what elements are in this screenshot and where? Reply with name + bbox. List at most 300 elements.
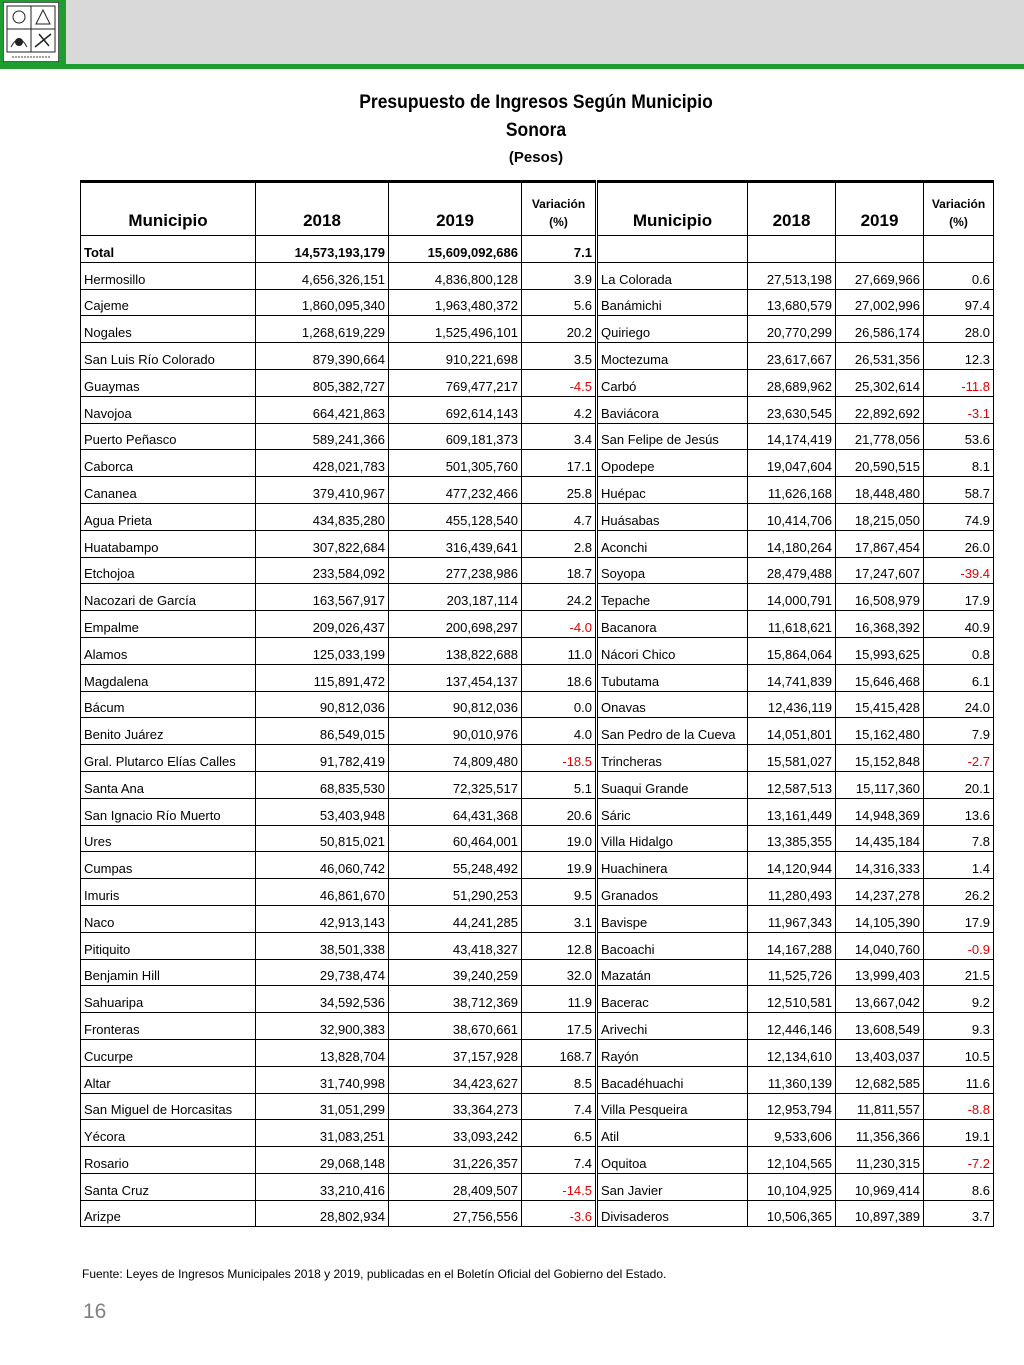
table-row bbox=[81, 905, 596, 932]
municipio-cell: Puerto Peñasco bbox=[81, 423, 256, 450]
municipio-cell: Nacozari de García bbox=[81, 584, 256, 611]
municipio-cell: Soyopa bbox=[598, 557, 748, 584]
header-2018: 2018 bbox=[748, 182, 836, 236]
variacion-cell: 9.2 bbox=[924, 986, 994, 1013]
municipio-cell: Opodepe bbox=[598, 450, 748, 477]
municipio-cell: Bacerac bbox=[598, 986, 748, 1013]
header-variacion-line1: Variación bbox=[931, 197, 986, 211]
table-row bbox=[598, 905, 994, 932]
table-row bbox=[598, 1066, 994, 1093]
value-2018-cell: 14,120,944 bbox=[748, 852, 836, 879]
value-2019-cell: 609,181,373 bbox=[389, 423, 522, 450]
value-2019-cell: 4,836,800,128 bbox=[389, 262, 522, 289]
header-municipio: Municipio bbox=[81, 182, 256, 236]
municipio-cell: Nogales bbox=[81, 316, 256, 343]
table-row bbox=[598, 798, 994, 825]
municipio-cell: Atil bbox=[598, 1120, 748, 1147]
table-row bbox=[598, 262, 994, 289]
table-row bbox=[598, 1147, 994, 1174]
variacion-cell: 8.1 bbox=[924, 450, 994, 477]
municipio-cell: Mazatán bbox=[598, 959, 748, 986]
value-2018-cell: 23,630,545 bbox=[748, 396, 836, 423]
municipio-cell: Navojoa bbox=[81, 396, 256, 423]
value-2018-cell: 28,689,962 bbox=[748, 369, 836, 396]
municipio-cell: San Ignacio Río Muerto bbox=[81, 798, 256, 825]
municipio-cell: Hermosillo bbox=[81, 262, 256, 289]
value-2019-cell: 15,646,468 bbox=[836, 664, 924, 691]
municipio-cell: Onavas bbox=[598, 691, 748, 718]
municipio-cell: San Miguel de Horcasitas bbox=[81, 1093, 256, 1120]
variacion-cell: 26.2 bbox=[924, 879, 994, 906]
table-row bbox=[598, 959, 994, 986]
page-number: 16 bbox=[83, 1300, 107, 1323]
header-bar bbox=[0, 0, 1024, 64]
value-2018-cell: 11,360,139 bbox=[748, 1066, 836, 1093]
value-2018-cell: 805,382,727 bbox=[256, 369, 389, 396]
total-row bbox=[81, 236, 596, 263]
table-row bbox=[598, 396, 994, 423]
value-2018-cell: 28,802,934 bbox=[256, 1200, 389, 1227]
left-table bbox=[80, 180, 596, 1227]
municipio-cell: Banámichi bbox=[598, 289, 748, 316]
value-2018-cell: 14,741,839 bbox=[748, 664, 836, 691]
variacion-cell: 5.6 bbox=[522, 289, 596, 316]
variacion-cell: 0.6 bbox=[924, 262, 994, 289]
variacion-cell: 6.5 bbox=[522, 1120, 596, 1147]
municipio-cell: Ures bbox=[81, 825, 256, 852]
value-2018-cell: 10,414,706 bbox=[748, 503, 836, 530]
variacion-cell: 19.0 bbox=[522, 825, 596, 852]
value-2018-cell: 14,180,264 bbox=[748, 530, 836, 557]
table-row bbox=[598, 1200, 994, 1227]
value-2019-cell: 12,682,585 bbox=[836, 1066, 924, 1093]
value-2019-cell: 277,238,986 bbox=[389, 557, 522, 584]
variacion-cell: 17.9 bbox=[924, 584, 994, 611]
municipio-cell: Bácum bbox=[81, 691, 256, 718]
table-row bbox=[81, 1093, 596, 1120]
header-variacion bbox=[924, 182, 994, 236]
total-variacion: 7.1 bbox=[522, 236, 596, 263]
value-2019-cell: 18,448,480 bbox=[836, 477, 924, 504]
variacion-cell: 26.0 bbox=[924, 530, 994, 557]
variacion-cell: 3.1 bbox=[522, 905, 596, 932]
value-2018-cell: 13,680,579 bbox=[748, 289, 836, 316]
municipio-cell: Divisaderos bbox=[598, 1200, 748, 1227]
header-municipio: Municipio bbox=[598, 182, 748, 236]
value-2019-cell: 17,867,454 bbox=[836, 530, 924, 557]
value-2018-cell: 11,626,168 bbox=[748, 477, 836, 504]
value-2019-cell: 27,002,996 bbox=[836, 289, 924, 316]
table-row bbox=[81, 691, 596, 718]
value-2018-cell: 86,549,015 bbox=[256, 718, 389, 745]
municipio-cell: Tepache bbox=[598, 584, 748, 611]
value-2018-cell: 13,385,355 bbox=[748, 825, 836, 852]
variacion-cell: -14.5 bbox=[522, 1173, 596, 1200]
municipio-cell: Pitiquito bbox=[81, 932, 256, 959]
value-2018-cell: 11,525,726 bbox=[748, 959, 836, 986]
value-2019-cell: 44,241,285 bbox=[389, 905, 522, 932]
value-2018-cell: 38,501,338 bbox=[256, 932, 389, 959]
variacion-cell: 74.9 bbox=[924, 503, 994, 530]
municipio-cell: Imuris bbox=[81, 879, 256, 906]
municipio-cell: Sahuaripa bbox=[81, 986, 256, 1013]
value-2019-cell: 26,586,174 bbox=[836, 316, 924, 343]
value-2019-cell: 21,778,056 bbox=[836, 423, 924, 450]
municipio-cell: Arivechi bbox=[598, 1013, 748, 1040]
table-row bbox=[598, 611, 994, 638]
municipio-cell: Fronteras bbox=[81, 1013, 256, 1040]
value-2019-cell: 34,423,627 bbox=[389, 1066, 522, 1093]
value-2019-cell: 60,464,001 bbox=[389, 825, 522, 852]
value-2019-cell: 74,809,480 bbox=[389, 745, 522, 772]
table-row bbox=[81, 450, 596, 477]
municipio-cell: Rosario bbox=[81, 1147, 256, 1174]
municipio-cell: Bacoachi bbox=[598, 932, 748, 959]
variacion-cell: 12.8 bbox=[522, 932, 596, 959]
table-row bbox=[598, 852, 994, 879]
variacion-cell: 1.4 bbox=[924, 852, 994, 879]
municipio-cell: Bacadéhuachi bbox=[598, 1066, 748, 1093]
municipio-cell: Villa Pesqueira bbox=[598, 1093, 748, 1120]
variacion-cell: -3.6 bbox=[522, 1200, 596, 1227]
variacion-cell: 28.0 bbox=[924, 316, 994, 343]
table-row bbox=[598, 450, 994, 477]
value-2018-cell: 428,021,783 bbox=[256, 450, 389, 477]
table-row bbox=[598, 369, 994, 396]
variacion-cell: 7.9 bbox=[924, 718, 994, 745]
municipio-cell: Oquitoa bbox=[598, 1147, 748, 1174]
value-2019-cell: 28,409,507 bbox=[389, 1173, 522, 1200]
variacion-cell: -18.5 bbox=[522, 745, 596, 772]
table-row bbox=[598, 718, 994, 745]
value-2019-cell: 138,822,688 bbox=[389, 637, 522, 664]
value-2018-cell: 12,510,581 bbox=[748, 986, 836, 1013]
variacion-cell: 19.9 bbox=[522, 852, 596, 879]
table-row bbox=[598, 932, 994, 959]
variacion-cell: 20.6 bbox=[522, 798, 596, 825]
municipio-cell: Villa Hidalgo bbox=[598, 825, 748, 852]
value-2019-cell: 43,418,327 bbox=[389, 932, 522, 959]
table-row bbox=[81, 825, 596, 852]
variacion-cell: 3.9 bbox=[522, 262, 596, 289]
variacion-cell: 3.7 bbox=[924, 1200, 994, 1227]
empty-cell bbox=[836, 236, 924, 263]
variacion-cell: 2.8 bbox=[522, 530, 596, 557]
value-2018-cell: 12,134,610 bbox=[748, 1039, 836, 1066]
municipio-cell: Etchojoa bbox=[81, 557, 256, 584]
value-2019-cell: 15,993,625 bbox=[836, 637, 924, 664]
table-row bbox=[81, 584, 596, 611]
value-2018-cell: 307,822,684 bbox=[256, 530, 389, 557]
municipio-cell: San Felipe de Jesús bbox=[598, 423, 748, 450]
value-2018-cell: 31,051,299 bbox=[256, 1093, 389, 1120]
value-2018-cell: 14,051,801 bbox=[748, 718, 836, 745]
table-row bbox=[81, 423, 596, 450]
variacion-cell: 11.9 bbox=[522, 986, 596, 1013]
municipio-cell: Tubutama bbox=[598, 664, 748, 691]
header-2018: 2018 bbox=[256, 182, 389, 236]
municipio-cell: Huatabampo bbox=[81, 530, 256, 557]
value-2018-cell: 1,860,095,340 bbox=[256, 289, 389, 316]
value-2018-cell: 42,913,143 bbox=[256, 905, 389, 932]
variacion-cell: 7.8 bbox=[924, 825, 994, 852]
variacion-cell: 9.5 bbox=[522, 879, 596, 906]
table-row bbox=[81, 1147, 596, 1174]
municipio-cell: Gral. Plutarco Elías Calles bbox=[81, 745, 256, 772]
value-2018-cell: 12,436,119 bbox=[748, 691, 836, 718]
table-row bbox=[81, 289, 596, 316]
value-2019-cell: 64,431,368 bbox=[389, 798, 522, 825]
table-row bbox=[81, 718, 596, 745]
variacion-cell: -39.4 bbox=[924, 557, 994, 584]
municipio-cell: Santa Cruz bbox=[81, 1173, 256, 1200]
variacion-cell: -2.7 bbox=[924, 745, 994, 772]
municipio-cell: Nácori Chico bbox=[598, 637, 748, 664]
value-2019-cell: 15,415,428 bbox=[836, 691, 924, 718]
value-2018-cell: 9,533,606 bbox=[748, 1120, 836, 1147]
variacion-cell: 7.4 bbox=[522, 1093, 596, 1120]
table-row bbox=[81, 771, 596, 798]
municipio-cell: Yécora bbox=[81, 1120, 256, 1147]
variacion-cell: 24.0 bbox=[924, 691, 994, 718]
value-2019-cell: 200,698,297 bbox=[389, 611, 522, 638]
total-2018: 14,573,193,179 bbox=[256, 236, 389, 263]
municipio-cell: Caborca bbox=[81, 450, 256, 477]
value-2019-cell: 17,247,607 bbox=[836, 557, 924, 584]
value-2018-cell: 379,410,967 bbox=[256, 477, 389, 504]
value-2018-cell: 1,268,619,229 bbox=[256, 316, 389, 343]
header-2019: 2019 bbox=[836, 182, 924, 236]
table-row bbox=[81, 1013, 596, 1040]
table-row bbox=[598, 503, 994, 530]
value-2019-cell: 203,187,114 bbox=[389, 584, 522, 611]
value-2018-cell: 664,421,863 bbox=[256, 396, 389, 423]
value-2018-cell: 34,592,536 bbox=[256, 986, 389, 1013]
header-variacion-line2: (%) bbox=[549, 215, 568, 229]
value-2019-cell: 477,232,466 bbox=[389, 477, 522, 504]
value-2019-cell: 72,325,517 bbox=[389, 771, 522, 798]
municipio-cell: San Luis Río Colorado bbox=[81, 343, 256, 370]
value-2018-cell: 31,740,998 bbox=[256, 1066, 389, 1093]
value-2018-cell: 15,864,064 bbox=[748, 637, 836, 664]
variacion-cell: 5.1 bbox=[522, 771, 596, 798]
variacion-cell: 32.0 bbox=[522, 959, 596, 986]
title-line-2: Sonora bbox=[505, 120, 567, 141]
table-row bbox=[598, 691, 994, 718]
table-row bbox=[81, 879, 596, 906]
municipio-cell: Bacanora bbox=[598, 611, 748, 638]
municipio-cell: Huépac bbox=[598, 477, 748, 504]
value-2018-cell: 20,770,299 bbox=[748, 316, 836, 343]
value-2019-cell: 501,305,760 bbox=[389, 450, 522, 477]
value-2019-cell: 13,999,403 bbox=[836, 959, 924, 986]
table-row bbox=[81, 637, 596, 664]
variacion-cell: 19.1 bbox=[924, 1120, 994, 1147]
table-row bbox=[81, 262, 596, 289]
title-line-1: Presupuesto de Ingresos Según Municipio bbox=[359, 92, 713, 113]
variacion-cell: -11.8 bbox=[924, 369, 994, 396]
total-row-empty bbox=[598, 236, 994, 263]
municipio-cell: Trincheras bbox=[598, 745, 748, 772]
empty-cell bbox=[598, 236, 748, 263]
table-row bbox=[81, 343, 596, 370]
municipio-cell: Huásabas bbox=[598, 503, 748, 530]
table-row bbox=[598, 530, 994, 557]
variacion-cell: 6.1 bbox=[924, 664, 994, 691]
variacion-cell: 7.4 bbox=[522, 1147, 596, 1174]
municipio-cell: Magdalena bbox=[81, 664, 256, 691]
municipio-cell: Naco bbox=[81, 905, 256, 932]
variacion-cell: 0.8 bbox=[924, 637, 994, 664]
value-2019-cell: 15,117,360 bbox=[836, 771, 924, 798]
municipio-cell: Huachinera bbox=[598, 852, 748, 879]
table-row bbox=[81, 986, 596, 1013]
table-row bbox=[81, 316, 596, 343]
value-2019-cell: 25,302,614 bbox=[836, 369, 924, 396]
header-variacion-line2: (%) bbox=[949, 215, 968, 229]
table-row bbox=[598, 423, 994, 450]
value-2018-cell: 68,835,530 bbox=[256, 771, 389, 798]
value-2018-cell: 14,167,288 bbox=[748, 932, 836, 959]
municipio-cell: Aconchi bbox=[598, 530, 748, 557]
table-row bbox=[598, 584, 994, 611]
table-row bbox=[81, 1173, 596, 1200]
municipio-cell: San Javier bbox=[598, 1173, 748, 1200]
value-2019-cell: 55,248,492 bbox=[389, 852, 522, 879]
value-2019-cell: 90,812,036 bbox=[389, 691, 522, 718]
variacion-cell: 17.5 bbox=[522, 1013, 596, 1040]
variacion-cell: 4.0 bbox=[522, 718, 596, 745]
value-2019-cell: 15,162,480 bbox=[836, 718, 924, 745]
table-row bbox=[598, 1173, 994, 1200]
value-2019-cell: 15,152,848 bbox=[836, 745, 924, 772]
value-2019-cell: 137,454,137 bbox=[389, 664, 522, 691]
header-variacion bbox=[522, 182, 596, 236]
value-2018-cell: 46,861,670 bbox=[256, 879, 389, 906]
value-2018-cell: 53,403,948 bbox=[256, 798, 389, 825]
table-row bbox=[598, 825, 994, 852]
value-2019-cell: 10,969,414 bbox=[836, 1173, 924, 1200]
variacion-cell: -0.9 bbox=[924, 932, 994, 959]
value-2019-cell: 14,105,390 bbox=[836, 905, 924, 932]
value-2019-cell: 26,531,356 bbox=[836, 343, 924, 370]
variacion-cell: 168.7 bbox=[522, 1039, 596, 1066]
municipio-cell: Baviácora bbox=[598, 396, 748, 423]
municipio-cell: Empalme bbox=[81, 611, 256, 638]
value-2019-cell: 37,157,928 bbox=[389, 1039, 522, 1066]
value-2019-cell: 14,237,278 bbox=[836, 879, 924, 906]
value-2018-cell: 11,967,343 bbox=[748, 905, 836, 932]
variacion-cell: 24.2 bbox=[522, 584, 596, 611]
value-2018-cell: 434,835,280 bbox=[256, 503, 389, 530]
value-2019-cell: 31,226,357 bbox=[389, 1147, 522, 1174]
table-row bbox=[81, 1039, 596, 1066]
municipio-cell: San Pedro de la Cueva bbox=[598, 718, 748, 745]
variacion-cell: 3.5 bbox=[522, 343, 596, 370]
value-2018-cell: 29,068,148 bbox=[256, 1147, 389, 1174]
value-2018-cell: 29,738,474 bbox=[256, 959, 389, 986]
logo-frame bbox=[0, 0, 66, 66]
variacion-cell: 53.6 bbox=[924, 423, 994, 450]
table-row bbox=[81, 530, 596, 557]
table-row bbox=[598, 477, 994, 504]
value-2018-cell: 4,656,326,151 bbox=[256, 262, 389, 289]
total-label: Total bbox=[81, 236, 256, 263]
table-row bbox=[81, 1120, 596, 1147]
table-row bbox=[598, 1120, 994, 1147]
municipio-cell: Carbó bbox=[598, 369, 748, 396]
value-2018-cell: 233,584,092 bbox=[256, 557, 389, 584]
total-2019: 15,609,092,686 bbox=[389, 236, 522, 263]
value-2019-cell: 769,477,217 bbox=[389, 369, 522, 396]
value-2018-cell: 23,617,667 bbox=[748, 343, 836, 370]
variacion-cell: 8.6 bbox=[924, 1173, 994, 1200]
value-2019-cell: 10,897,389 bbox=[836, 1200, 924, 1227]
value-2019-cell: 38,712,369 bbox=[389, 986, 522, 1013]
variacion-cell: 0.0 bbox=[522, 691, 596, 718]
empty-cell bbox=[748, 236, 836, 263]
value-2019-cell: 38,670,661 bbox=[389, 1013, 522, 1040]
value-2018-cell: 589,241,366 bbox=[256, 423, 389, 450]
value-2019-cell: 39,240,259 bbox=[389, 959, 522, 986]
municipio-cell: Bavispe bbox=[598, 905, 748, 932]
value-2018-cell: 13,828,704 bbox=[256, 1039, 389, 1066]
table-row bbox=[598, 637, 994, 664]
variacion-cell: 17.1 bbox=[522, 450, 596, 477]
table-row bbox=[81, 932, 596, 959]
variacion-cell: 3.4 bbox=[522, 423, 596, 450]
title-line-3: (Pesos) bbox=[508, 149, 564, 166]
value-2018-cell: 115,891,472 bbox=[256, 664, 389, 691]
state-seal-logo bbox=[3, 2, 59, 62]
municipio-cell: Rayón bbox=[598, 1039, 748, 1066]
variacion-cell: 20.2 bbox=[522, 316, 596, 343]
value-2018-cell: 90,812,036 bbox=[256, 691, 389, 718]
value-2018-cell: 12,104,565 bbox=[748, 1147, 836, 1174]
municipio-cell: Guaymas bbox=[81, 369, 256, 396]
municipio-cell: Cucurpe bbox=[81, 1039, 256, 1066]
value-2019-cell: 1,963,480,372 bbox=[389, 289, 522, 316]
value-2018-cell: 14,000,791 bbox=[748, 584, 836, 611]
value-2019-cell: 14,316,333 bbox=[836, 852, 924, 879]
value-2018-cell: 31,083,251 bbox=[256, 1120, 389, 1147]
value-2018-cell: 209,026,437 bbox=[256, 611, 389, 638]
table-row bbox=[81, 1066, 596, 1093]
table-row bbox=[81, 1200, 596, 1227]
variacion-cell: 17.9 bbox=[924, 905, 994, 932]
value-2018-cell: 28,479,488 bbox=[748, 557, 836, 584]
variacion-cell: 21.5 bbox=[924, 959, 994, 986]
variacion-cell: 40.9 bbox=[924, 611, 994, 638]
value-2019-cell: 33,093,242 bbox=[389, 1120, 522, 1147]
municipio-cell: La Colorada bbox=[598, 262, 748, 289]
table-row bbox=[598, 986, 994, 1013]
table-row bbox=[598, 289, 994, 316]
variacion-cell: -3.1 bbox=[924, 396, 994, 423]
table-row bbox=[81, 477, 596, 504]
value-2018-cell: 12,587,513 bbox=[748, 771, 836, 798]
municipio-cell: Cajeme bbox=[81, 289, 256, 316]
table-row bbox=[81, 664, 596, 691]
value-2018-cell: 19,047,604 bbox=[748, 450, 836, 477]
table-row bbox=[81, 396, 596, 423]
value-2019-cell: 14,948,369 bbox=[836, 798, 924, 825]
header-green-rule bbox=[0, 64, 1024, 69]
value-2019-cell: 11,356,366 bbox=[836, 1120, 924, 1147]
value-2019-cell: 51,290,253 bbox=[389, 879, 522, 906]
municipio-cell: Suaqui Grande bbox=[598, 771, 748, 798]
header-2019: 2019 bbox=[389, 182, 522, 236]
